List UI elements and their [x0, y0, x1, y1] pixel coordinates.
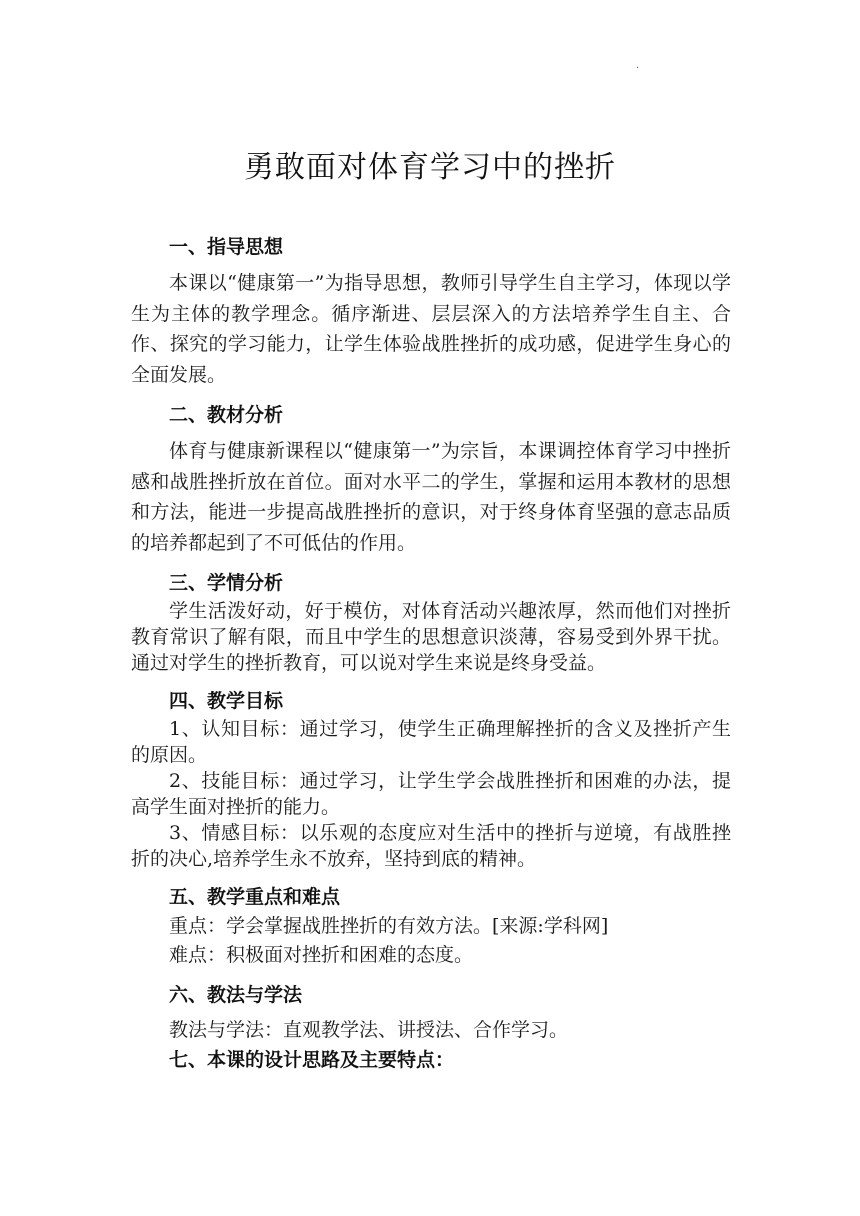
- section-heading-design-ideas: 七、本课的设计思路及主要特点：: [169, 1049, 455, 1071]
- goal-item-cognitive: 1、认知目标：通过学习，使学生正确理解挫折的含义及挫折产生的原因。: [131, 718, 731, 766]
- section-heading-methods: 六、教法与学法: [169, 984, 303, 1006]
- goal-item-emotion: 3、情感目标：以乐观的态度应对生活中的挫折与逆境，有战胜挫折的决心,培养学生永不放弃，坚持到底的精神。: [131, 822, 731, 870]
- section-text-guiding-idea: 本课以“健康第一”为指导思想，教师引导学生自主学习，体现以学生为主体的教学理念。循序渐进、层层深入的方法培养学生自主、合作、探究的学习能力，让学生体验战胜挫折的成功感，促进学生身心的全面发展。: [131, 272, 731, 386]
- section-heading-teaching-goals: 四、教学目标: [169, 690, 284, 712]
- section-heading-guiding-idea: 一、指导思想: [169, 236, 284, 258]
- document-body: [131, 232, 731, 1075]
- section-heading-key-points: 五、教学重点和难点: [169, 886, 341, 908]
- section-text-student-analysis: 学生活泼好动，好于模仿，对体育活动兴趣浓厚，然而他们对挫折教育常识了解有限，而且中学生的思想意识淡薄，容易受到外界干扰。通过对学生的挫折教育，可以说对学生来说是终身受益。: [131, 600, 731, 674]
- document-title: 勇敢面对体育学习中的挫折: [244, 150, 616, 185]
- goal-item-skill: 2、技能目标：通过学习，让学生学会战胜挫折和困难的办法，提高学生面对挫折的能力。: [131, 770, 731, 818]
- section-heading-material-analysis: 二、教材分析: [169, 404, 284, 426]
- difficulty-text: 难点：积极面对挫折和困难的态度。: [169, 944, 474, 966]
- section-text-material-analysis: 体育与健康新课程以“健康第一”为宗旨，本课调控体育学习中挫折感和战胜挫折放在首位。面对水平二的学生，掌握和运用本教材的思想和方法，能进一步提高战胜挫折的意识，对于终身体育坚强的意志品质的培养都起到了不可低估的作用。: [131, 440, 731, 554]
- section-heading-student-analysis: 三、学情分析: [169, 572, 284, 594]
- key-point-text: 重点：学会掌握战胜挫折的有效方法。[来源:学科网]: [169, 915, 609, 937]
- methods-text: 教法与学法：直观教学法、讲授法、合作学习。: [169, 1019, 569, 1041]
- corner-mark: .: [636, 60, 640, 71]
